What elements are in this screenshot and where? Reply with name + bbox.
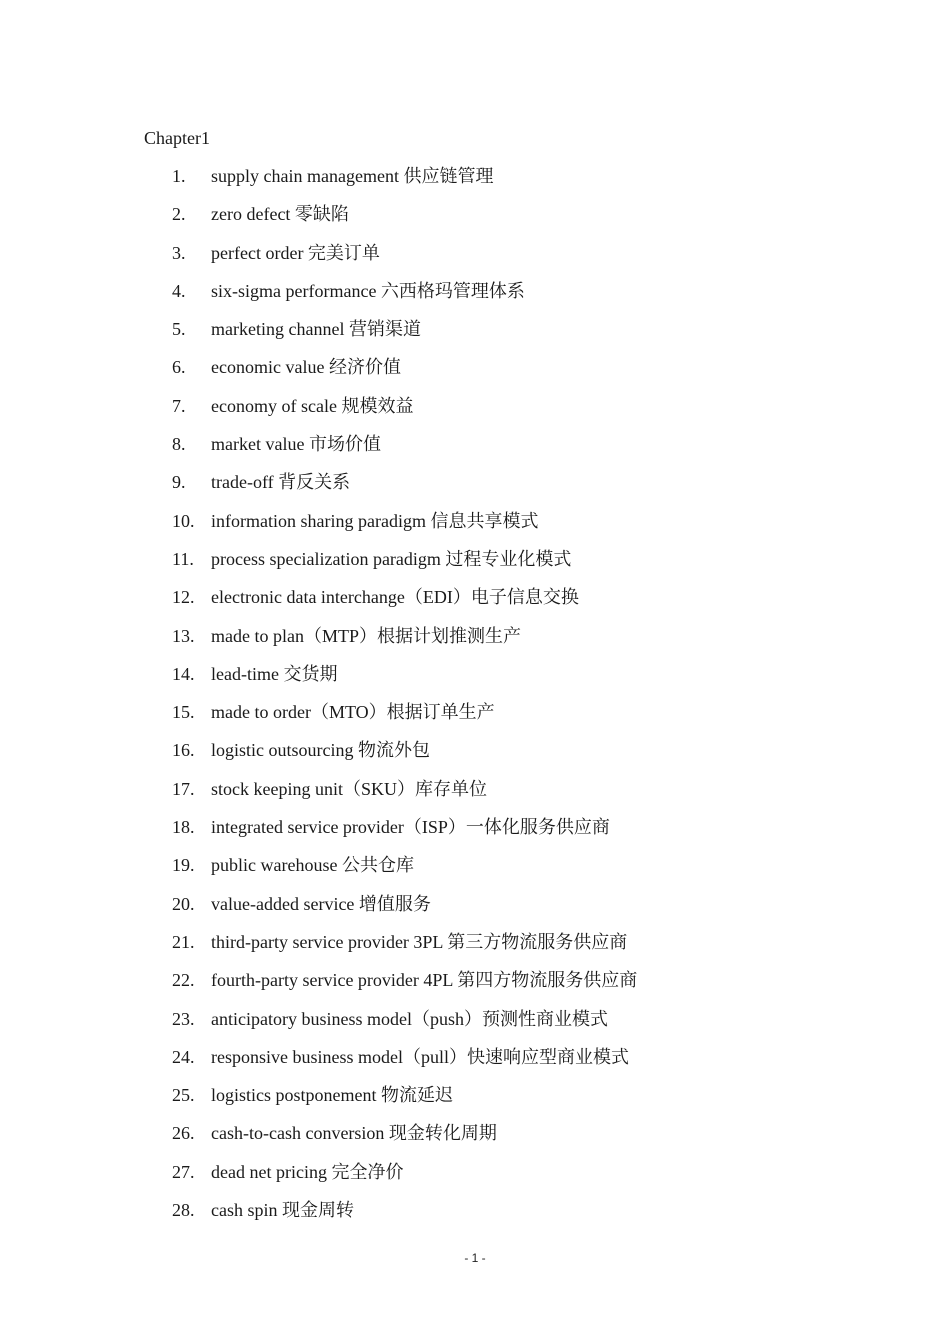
term-text: fourth-party service provider 4PL 第四方物流服务供应商: [211, 970, 638, 991]
term-number: 27.: [172, 1161, 195, 1182]
term-list-item: [0, 777, 950, 815]
term-text: lead-time 交货期: [211, 663, 338, 684]
term-number: 10.: [172, 510, 195, 531]
term-text: market value 市场价值: [211, 434, 381, 455]
term-list-item: [0, 1121, 950, 1159]
term-text: stock keeping unit（SKU）库存单位: [211, 778, 487, 799]
term-list-item: [0, 279, 950, 317]
term-text: cash-to-cash conversion 现金转化周期: [211, 1123, 497, 1144]
term-text: economy of scale 规模效益: [211, 395, 414, 416]
term-number: 12.: [172, 587, 195, 608]
term-list-item: [0, 509, 950, 547]
term-text: six-sigma performance 六西格玛管理体系: [211, 280, 525, 301]
term-list-item: [0, 202, 950, 240]
term-list-item: [0, 394, 950, 432]
term-list-item: [0, 700, 950, 738]
term-number: 11.: [172, 548, 194, 569]
term-number: 4.: [172, 280, 186, 301]
term-list-item: [0, 317, 950, 355]
term-list-item: [0, 930, 950, 968]
term-number: 2.: [172, 204, 186, 225]
term-text: third-party service provider 3PL 第三方物流服务供应商: [211, 931, 628, 952]
term-number: 3.: [172, 242, 186, 263]
term-list-item: [0, 1083, 950, 1121]
term-text: perfect order 完美订单: [211, 242, 380, 263]
chapter-title: Chapter1: [144, 128, 210, 148]
term-number: 21.: [172, 931, 195, 952]
term-text: anticipatory business model（push）预测性商业模式: [211, 1008, 608, 1029]
term-number: 18.: [172, 817, 195, 838]
term-list-item: [0, 968, 950, 1006]
term-list-item: [0, 662, 950, 700]
term-text: integrated service provider（ISP）一体化服务供应商: [211, 817, 610, 838]
term-text: process specialization paradigm 过程专业化模式: [211, 548, 572, 569]
term-text: electronic data interchange（EDI）电子信息交换: [211, 587, 579, 608]
term-text: logistic outsourcing 物流外包: [211, 740, 430, 761]
term-list-item: [0, 853, 950, 891]
term-text: public warehouse 公共仓库: [211, 855, 414, 876]
term-number: 8.: [172, 434, 186, 455]
term-list-item: [0, 624, 950, 662]
term-text: supply chain management 供应链管理: [211, 166, 494, 186]
term-text: made to plan（MTP）根据计划推测生产: [211, 625, 521, 646]
term-number: 6.: [172, 357, 186, 378]
term-number: 28.: [172, 1200, 195, 1221]
term-list-item: [0, 585, 950, 623]
term-number: 22.: [172, 970, 195, 991]
term-number: 20.: [172, 893, 195, 914]
term-text: responsive business model（pull）快速响应型商业模式: [211, 1046, 629, 1067]
term-text: dead net pricing 完全净价: [211, 1161, 404, 1182]
term-number: 1.: [172, 166, 186, 186]
term-text: made to order（MTO）根据订单生产: [211, 702, 495, 723]
term-number: 24.: [172, 1046, 195, 1067]
term-number: 14.: [172, 663, 195, 684]
term-text: value-added service 增值服务: [211, 893, 431, 914]
term-text: marketing channel 营销渠道: [211, 319, 421, 340]
term-list-item: [0, 547, 950, 585]
term-list-item: [0, 355, 950, 393]
term-list-item: [0, 470, 950, 508]
term-number: 17.: [172, 778, 195, 799]
term-text: cash spin 现金周转: [211, 1200, 354, 1221]
term-list-item: [0, 1198, 950, 1236]
term-text: zero defect 零缺陷: [211, 204, 349, 225]
term-list-item: [0, 241, 950, 279]
term-number: 13.: [172, 625, 195, 646]
term-number: 19.: [172, 855, 195, 876]
term-text: economic value 经济价值: [211, 357, 401, 378]
page-number: - 1 -: [464, 1251, 486, 1265]
term-list-item: [0, 1160, 950, 1198]
term-list-item: [0, 1007, 950, 1045]
term-number: 26.: [172, 1123, 195, 1144]
term-text: trade-off 背反关系: [211, 472, 351, 493]
term-number: 9.: [172, 472, 186, 493]
term-number: 23.: [172, 1008, 195, 1029]
term-list-item: [0, 738, 950, 776]
term-list-item: [0, 164, 950, 202]
term-list-item: [0, 892, 950, 930]
term-list-item: [0, 1045, 950, 1083]
term-number: 5.: [172, 319, 186, 340]
term-list: [0, 164, 950, 1236]
term-list-item: [0, 815, 950, 853]
term-list-item: [0, 432, 950, 470]
term-text: information sharing paradigm 信息共享模式: [211, 510, 539, 531]
term-number: 15.: [172, 702, 195, 723]
term-text: logistics postponement 物流延迟: [211, 1085, 453, 1106]
term-number: 7.: [172, 395, 186, 416]
term-number: 16.: [172, 740, 195, 761]
term-number: 25.: [172, 1085, 195, 1106]
